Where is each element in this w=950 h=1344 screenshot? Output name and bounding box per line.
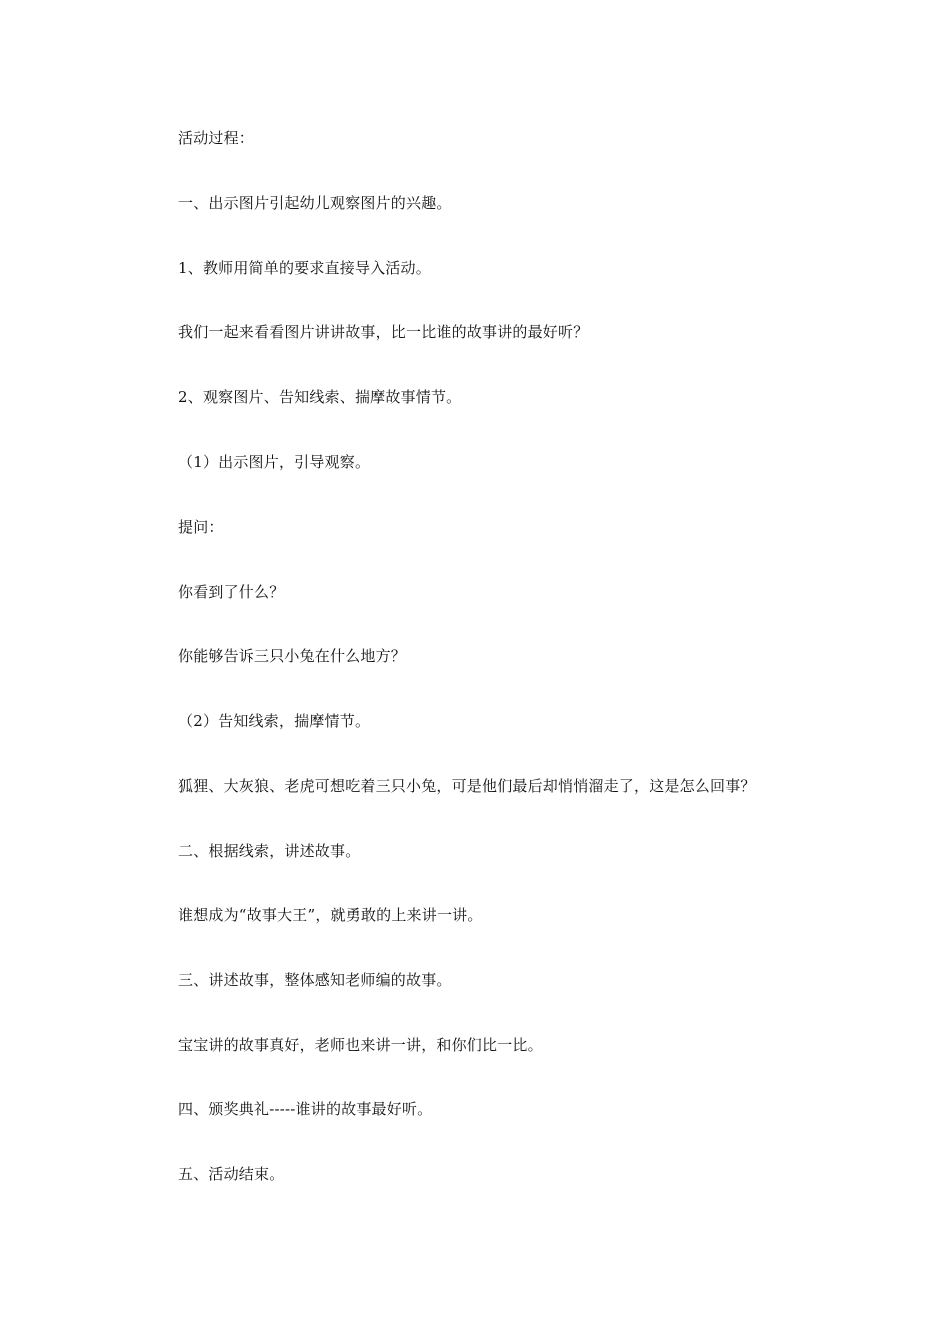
sub-item-2: （2）告知线索，揣摩情节。 bbox=[178, 712, 371, 730]
step-one-item-2: 2、观察图片、告知线索、揣摩故事情节。 bbox=[178, 388, 462, 406]
section-heading-process: 活动过程： bbox=[178, 129, 255, 147]
step-one-heading: 一、出示图片引起幼儿观察图片的兴趣。 bbox=[178, 194, 452, 212]
step-three-heading: 三、讲述故事，整体感知老师编的故事。 bbox=[178, 971, 452, 989]
step-one-item-1: 1、教师用简单的要求直接导入活动。 bbox=[178, 259, 431, 277]
question-1: 你看到了什么？ bbox=[178, 583, 285, 601]
step-four-heading: 四、颁奖典礼-----谁讲的故事最好听。 bbox=[178, 1100, 433, 1118]
question-label: 提问： bbox=[178, 518, 224, 536]
step-five-heading: 五、活动结束。 bbox=[178, 1165, 285, 1183]
sub-item-2-text: 狐狸、大灰狼、老虎可想吃着三只小兔，可是他们最后却悄悄溜走了，这是怎么回事？ bbox=[178, 777, 756, 795]
step-one-item-1-text: 我们一起来看看图片讲讲故事，比一比谁的故事讲的最好听？ bbox=[178, 323, 589, 341]
sub-item-1: （1）出示图片，引导观察。 bbox=[178, 453, 371, 471]
step-two-text: 谁想成为“故事大王”，就勇敢的上来讲一讲。 bbox=[178, 906, 483, 924]
question-2: 你能够告诉三只小兔在什么地方？ bbox=[178, 647, 407, 665]
step-three-text: 宝宝讲的故事真好，老师也来讲一讲，和你们比一比。 bbox=[178, 1036, 543, 1054]
step-two-heading: 二、根据线索，讲述故事。 bbox=[178, 842, 361, 860]
